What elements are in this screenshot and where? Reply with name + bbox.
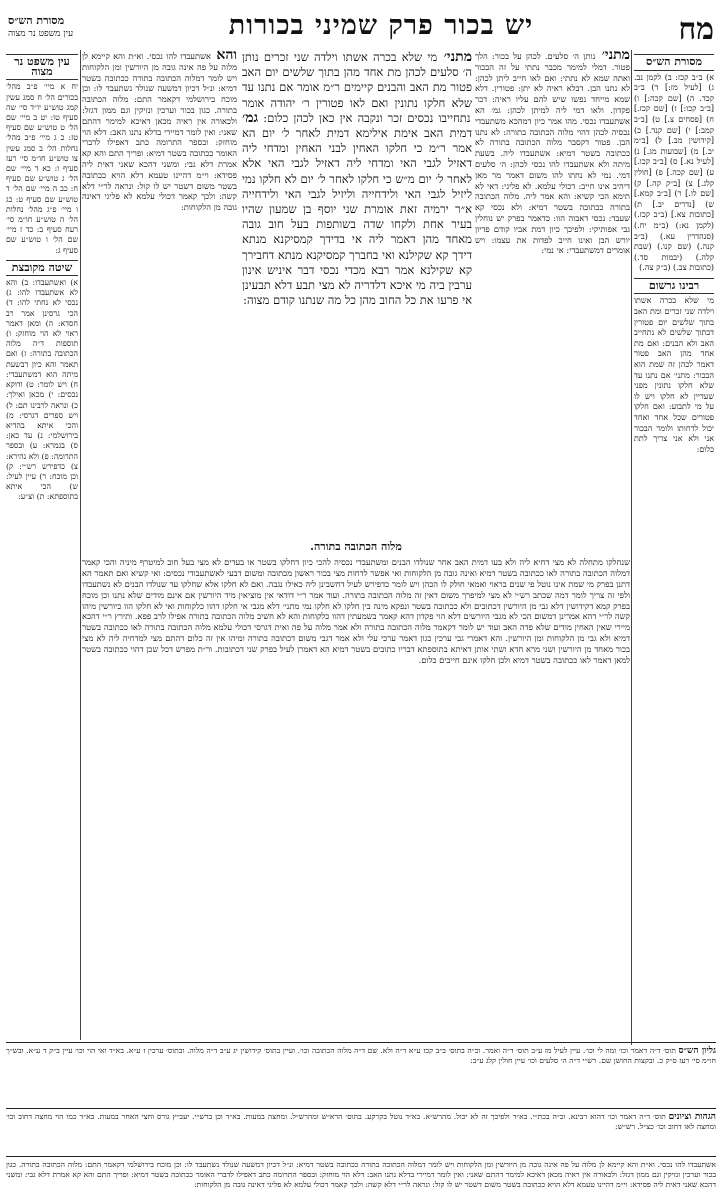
- hagahot-label: הגהות וציונים: [668, 1112, 716, 1122]
- column-divider: [80, 50, 81, 1040]
- hagahot-text: תוס׳ ד״ה דאמר וכו׳ דהוא רבינא. וכ״ה בכת״י. בא״ד ולפיכך זה לא יכול. מהרש״א. בא״ד נוטל בקרקע. בתוס׳ הרא״ש ומהרש״ל. ומחצה במעות. בא״ד וכן ברש״י. יעב״ץ גורס וחצי האחר במעות. בא״ד כמו הוי מחצה דחוב וכו׳ ומחצה לאו דחוב וכו׳ כצ״ל. רש״ש:: [6, 1112, 716, 1131]
- main-gemara-text: [242, 50, 472, 528]
- margin-masoret-hashas: [634, 50, 714, 1045]
- tosafot-commentary: [82, 50, 237, 530]
- rashi-commentary: [475, 50, 630, 530]
- gilyon-label: גליון הש״ס: [678, 1046, 716, 1056]
- masoret-text: א) ב״ב קכז: ב) לקמן נב. ג) [לעיל מז:] ד) ב״ב קכד. ה) [שם קכה:] ו) [ב״ב קכו:] ז) [שם קכז.] ח) [פסחים צ.] ט) [ב״ב קמב:] י) [שם קנד.] כ) [קידושין מב.] ל) [ב״מ יב.] מ) [שבועות מג.] נ) [לעיל נא.] ס) [ב״ב קכו.] ע) [שם קכה.] פ) [חולין קלג.] צ) [ב״ק קה.] ק) [שם לו.] ר) [ב״ב קמא.] ש) [נדרים יב.] ת) [כתובות צא.] (ב״ב קכז.) (לקמן נא:) (ב״מ יח.) (סנהדרין עא.) (ב״ב קנה.) (שם קנו.) (שבת קלה.) (יבמות סד.) (כתובות צב.) (ב״ק צה.): [634, 72, 714, 273]
- masoret-heading: מסורת הש״ס: [634, 54, 714, 71]
- gilyon-hashas: [6, 1042, 716, 1104]
- gemara-text: דמית האב אימת אילימא דמית לאחר ל׳ יום הא אמר ר״מ כי חלקו האחין לבני האחין ומדחי ליה דאזיל לגבי האי ומדחי ליה דאזיל לגבי האי אלא לאחר ל׳ יום מ״ש כי חלקו לאחר ל׳ יום לא חלקו נמי ליזיל לגבי האי ולידחייה וליזיל לגבי האי ולידחייה א״ר ירמיה זאת אומרת שני יוסף בן שמעון שהיו בעיר אחת ולקחו שדה בשותפות בעל חוב גובה מאחד מהן דאמר ליה אי בדידך קמסיקנא מנתא דידך קא שקילנא ואי בחברך קמסיקנא מנתא דחבירך קא שקילנא אמר רבא מכדי נכסי דבר איניש אינון ערבין ביה מי איכא דלדריה לא מצי תבע דלא תבעינן אי פרעו את כל החוב מהן כל מה שנתנו קודם מצוה:: [242, 126, 472, 308]
- mishnah-text: מי שלא בכרה אשתו וילדה שני זכרים נותן ה׳ סלעים לכהן מת אחד מהן בתוך שלשים יום האב פטור מת האב והבנים קיימים ר״מ אומר אם נתנו עד שלא חלקו נתונין ואם לאו פטורין ר׳ יהודה אומר נתחייבו נכסים זכר ונקבה אין כאן לכהן כלום:: [242, 50, 472, 125]
- lower-commentary-text: שנחלקו מתחלה לא מצי דחיא ליה ולא בעו דמית האב אחר שנולדו הבנים ומשתעבדי נכסיה להכי כיון דחלקו בשטר או בעדים לא מצי בעל חוב למיטרף מיניה והכי קאמר דמלוה הכתובה בתורה לאו ככתובה בשטר דמיא ואינה גובה מן הלקוחות ואי אפשר לדחות מצי בכור ראשון מכתובה ומשום דבעי לאשתעבודי נכסים: ואי קשיא ואם תאמר הא דתנן בפרק מי שמת אינו נוטל פי שנים בראוי ואמאי חולק לו הכהן ויש לומר כדפירש לעיל דחשבינן ליה כאילו נגבה. ואם לא חלקו אלא שחלקו עד שנולדו הבנים לא נשתעבדו ולפי זה צריך לומר דמה שכתב רש״י לא מצי למיפרך משום דאין זה מלוה הכתובה בתורה. ועוד אמר ר״י דודאי אין מוציאין מיד היורשין אם אינם מודים שלא נתנו וכן מוכח בפרק קמא דקידושין דלא גבי מן היורשין דכתובים ולא ככתובה בשטר ונפקא מינה בין חלקו לא חלקו נמי מתני׳ דלא מגבי אי חלקו דהוו כלקוחות ואי לא חלקו הוו כיורשין מיהו קשה לר״י דהא אמרינן דמשום הכי לא מגבי היורשים דלא הוי פקדון דהא קאמר בשמעתין דהוו כלקוחות והא לא חשיב מלוה הכתובה בתורה אפילו לרב פפא. ותירץ ר״י דהכא מיירי שאין האחין מודים שלא פדה האב ועוד יש לומר דקאמר מלוה הכתובה בתורה ולא אמר מלוה על פה ואית דגרסי דכולי עלמא מלוה הכתובה בתורה לאו ככתובה בשטר דמיא ולא גבי מן הלקוחות ומן היורשין. והא דאמרי גבי ערכין כגון דאמר ערכי עלי ולא אמר דגבי משום דכתובה בתורה ומיהו אין זה כלום דהתם מצי למדחיה ליה לא מצי בכור מאחד מן היורשין ושני מרא חדא ושתי אותן דאיתא בתוספתא דבריו כתובים בשטר דמיא הא דאמרן לעיל בפרק שני דכתובות. ור״ת מפרש דכל שכן דהוי ככתובה בשטר למאן דאמר לאו ככתובה בשטר דמיא ולכן חלקו אינם חייבים כלום.: [82, 556, 630, 666]
- page-title: יש בכור פרק שמיני בכורות: [228, 10, 534, 41]
- tosafot-heading: והא: [210, 50, 237, 63]
- tosafot-footnote-text: אשתעבדו להו נכסי. וא״ת והא קיימא לן מלוה על פה אינה גובה מן היורשין ומן הלקוחות ויש לומר דמלוה הכתובה בתורה ככתובה בשטר דמיא: ונ״ל דכיון דמשעה שנולד נשתעבד לו: וכן מוכח בירושלמי דקאמר התם: מלוה הכתובה בתורה. כגון בכור וערכין ונזיקין וגם ממון דגזל: ולכאורה אין ראיה מכאן דאיכא למימר דהתם שאני: ואין לומר דמיירי בדלא נתנו האב: דלא הוי מוחזק: ובספר התרומה כתב דאפילו לדברי האומר ככתובה בשטר דמיא: ופריך התם והא קא אמרת דלא גבי: ומשני דהכא שאני דאית ליה פסידא: וי״מ דהיינו טעמא דלא הויא ככתובה בשטר משום דשטר יש לו קול: ונראה לר״י דלא קשה: ולכך קאמר דכולי עלמא לא פליגי דאינה גובה מן הלקוחות:: [6, 1160, 716, 1189]
- gemara-label: גמ׳: [242, 109, 259, 126]
- folio-number: מח: [678, 12, 714, 47]
- hagahot-vetziyunim: [6, 1108, 716, 1154]
- shita-mekubetzet-heading: שיטה מקובצת: [6, 260, 78, 276]
- shita-mekubetzet-text: א) ואשתעבדו: ב) והא לא אשתעבדו להו: ג) נכסי לא נחתי להו: ד) הכי גרסינן אמר רב חסדא: ה) ומאן דאמר ראוי לא הוי מוחזק: ו) תוספות ד״ה מלוה הכתובה בתורה: ז) ואם תאמר והא כיון דבשעת מיתה הוא דמשתעבדי: ח) ויש לומר: ט) ודוקא נכסים: י) מכאן ואילך: כ) ונראה לרבינו תם: ל) ויש ספרים דגרסי: מ) והכי איתא בהדיא בירושלמי: נ) עד כאן: ס) בגמרא: ע) ובספר התרומה: פ) ולא נהירא: צ) כדפירש רש״י: ק) וכן מוכח: ר) עיין לעיל: ש) הכי איתא בתוספתא: ת) וצ״ע:: [6, 278, 78, 502]
- rabbenu-gershom-text: מי שלא בכרה אשתו וילדה שני זכרים ומת האב בתוך שלשים יום פטורין דבתוך שלשים לא נתחייב האב ולא הבנים: ואם מת אחד מהן האב פטור דאמר לכהן זה שמת הוא הבכור: מתני׳ אם נתנו עד שלא חלקו נתונין מפני שעדיין לא חלקו ויש לו על מי לתבוע: ואם חלקו פטורים שכל אחד ואחד יכול לדחותו ולומר הבכור אני ולא אני צריך לתת כלום:: [634, 296, 714, 454]
- rabbenu-gershom-heading: רבינו גרשום: [634, 278, 714, 295]
- rashi-text: נותן ה׳ סלעים. לכהן על בכור: הלך פטור. דמלי למימר מכבר נתתי על זה הבכור ואתה שמא לא נתתי: ואם לאו חייב ליתן לכהן: לא נתנו הבן. דבלא ראיה לא יתן: פטורין. דלא שמא מייחד נפשו שיש להם עליו ראיה: דבר פקדון. ולאו דמי ליה למיתן לכהן: גמ׳ הא אשתעבדו נכסי. מהו אמר כיון דמהכא משתעבדי נכסיה לכהן דהוי מלוה הכתובה בתורה: לא נתנו הבן. פטור דקסבר מלוה הכתובה בתורה לא ככתובה בשטר דמיא: אשתעבדו ליה. בשעת מיתה ולא אשתעבדו להו נכסי לכהן: ה׳ סלעים דמי. נמי לא נחתו להו משום דאמר מר מאן דיהיב אינו חייב: דכולי עלמא. לא פליגי: דאי לא תימא הכי קשיא: והא אמר ליה. מלוה הכתובה בתורה ככתובה בשטר דמיא: ולא נכסי קא שעבד: נכסי דאבוה הוו: כדאמר בפרק יש נוחלין גבי אפותיקי: ולפיכך כיון דמת אביו קודם פדיון יורש הבן ואינו חייב לפדות את עצמו: ויש אומרים דמשתעבדי: אי נמי:: [475, 51, 630, 256]
- tosafot-footnote: [6, 1156, 716, 1192]
- header-source-right: עין משפט נר מצוה: [8, 29, 74, 39]
- gilyon-text: תוס׳ ד״ה דאמר וכו׳ ומה לי וכו׳. עיין לעיל מז ע״ב תוס׳ ד״ה ואמר. וכ״ה בתוס׳ ב״ב קכז ע״א ד״ה ולא. שם ד״ה מלוה הכתובה וכו׳. ועיין בתוס׳ קידושין יג ע״ב ד״ה מלוה. ובתוס׳ ערכין ז ע״א. בא״ד ואי הוי וכו׳ עיין ב״ק ד ע״א. ובש״ך חו״מ סי׳ רעז ס״ק כ. ובקצות החושן שם. רש״י ד״ה ה׳ סלעים וכו׳ עיין חולין קלג ע״ב:: [6, 1046, 716, 1065]
- ein-mishpat-text: יח א מיי׳ פ״ב מהל׳ בכורים הל׳ ח סמג עשין קמג טוש״ע יו״ד סי׳ שה סעיף טו: יט ב מיי׳ שם הל׳ ט טוש״ע שם סעיף טז: כ ג מיי׳ פ״ב מהל׳ נחלות הל׳ ב סמג עשין צו טוש״ע חו״מ סי׳ רעז סעיף ו: כא ד מיי׳ שם הל׳ ג טוש״ע שם סעיף ח: כב ה מיי׳ שם הל׳ ד טוש״ע שם סעיף ט: כג ו מיי׳ פ״ג מהל׳ נחלות הל׳ ה טוש״ע חו״מ סי׳ רעח סעיף ב: כד ז מיי׳ שם הל׳ ו טוש״ע שם סעיף ג:: [6, 82, 78, 255]
- ein-mishpat-heading: עין משפט נר מצוה: [6, 54, 78, 80]
- mishnah-label: מתני׳: [437, 50, 472, 65]
- lower-commentary-heading: מלוה הכתובה בתורה.: [310, 540, 402, 553]
- tosafot-text: אשתעבדו להו נכסי. וא״ת והא קיימא לן מלוה על פה אינה גובה מן היורשין ומן הלקוחות ויש לומר דמלוה הכתובה בתורה ככתובה בשטר דמיא: ונ״ל דכיון דמשעה שנולד נשתעבד לו: וכן מוכח בירושלמי דקאמר התם: מלוה הכתובה בתורה. כגון בכור וערכין ונזיקין וגם ממון דגזל: ולכאורה אין ראיה מכאן דאיכא למימר דהתם שאני: ואין לומר דמיירי בדלא נתנו האב: דלא הוי מוחזק: ובספר התרומה כתב דאפילו לדברי האומר ככתובה בשטר דמיא: ופריך התם והא קא אמרת דלא גבי: ומשני דהכא שאני דאית ליה פסידא: וי״מ דהיינו טעמא דלא הויא ככתובה בשטר משום דשטר יש לו קול: ונראה לר״י דלא קשה: ולכך קאמר דכולי עלמא לא פליגי דאינה גובה מן הלקוחות:: [82, 51, 237, 213]
- rashi-heading: מתני׳: [595, 50, 630, 63]
- lower-commentary: [82, 540, 630, 1035]
- page-header: [8, 6, 714, 46]
- column-divider: [631, 50, 632, 1045]
- margin-ein-mishpat: [6, 50, 78, 1060]
- header-source-left: מסורת הש״ס: [8, 14, 65, 27]
